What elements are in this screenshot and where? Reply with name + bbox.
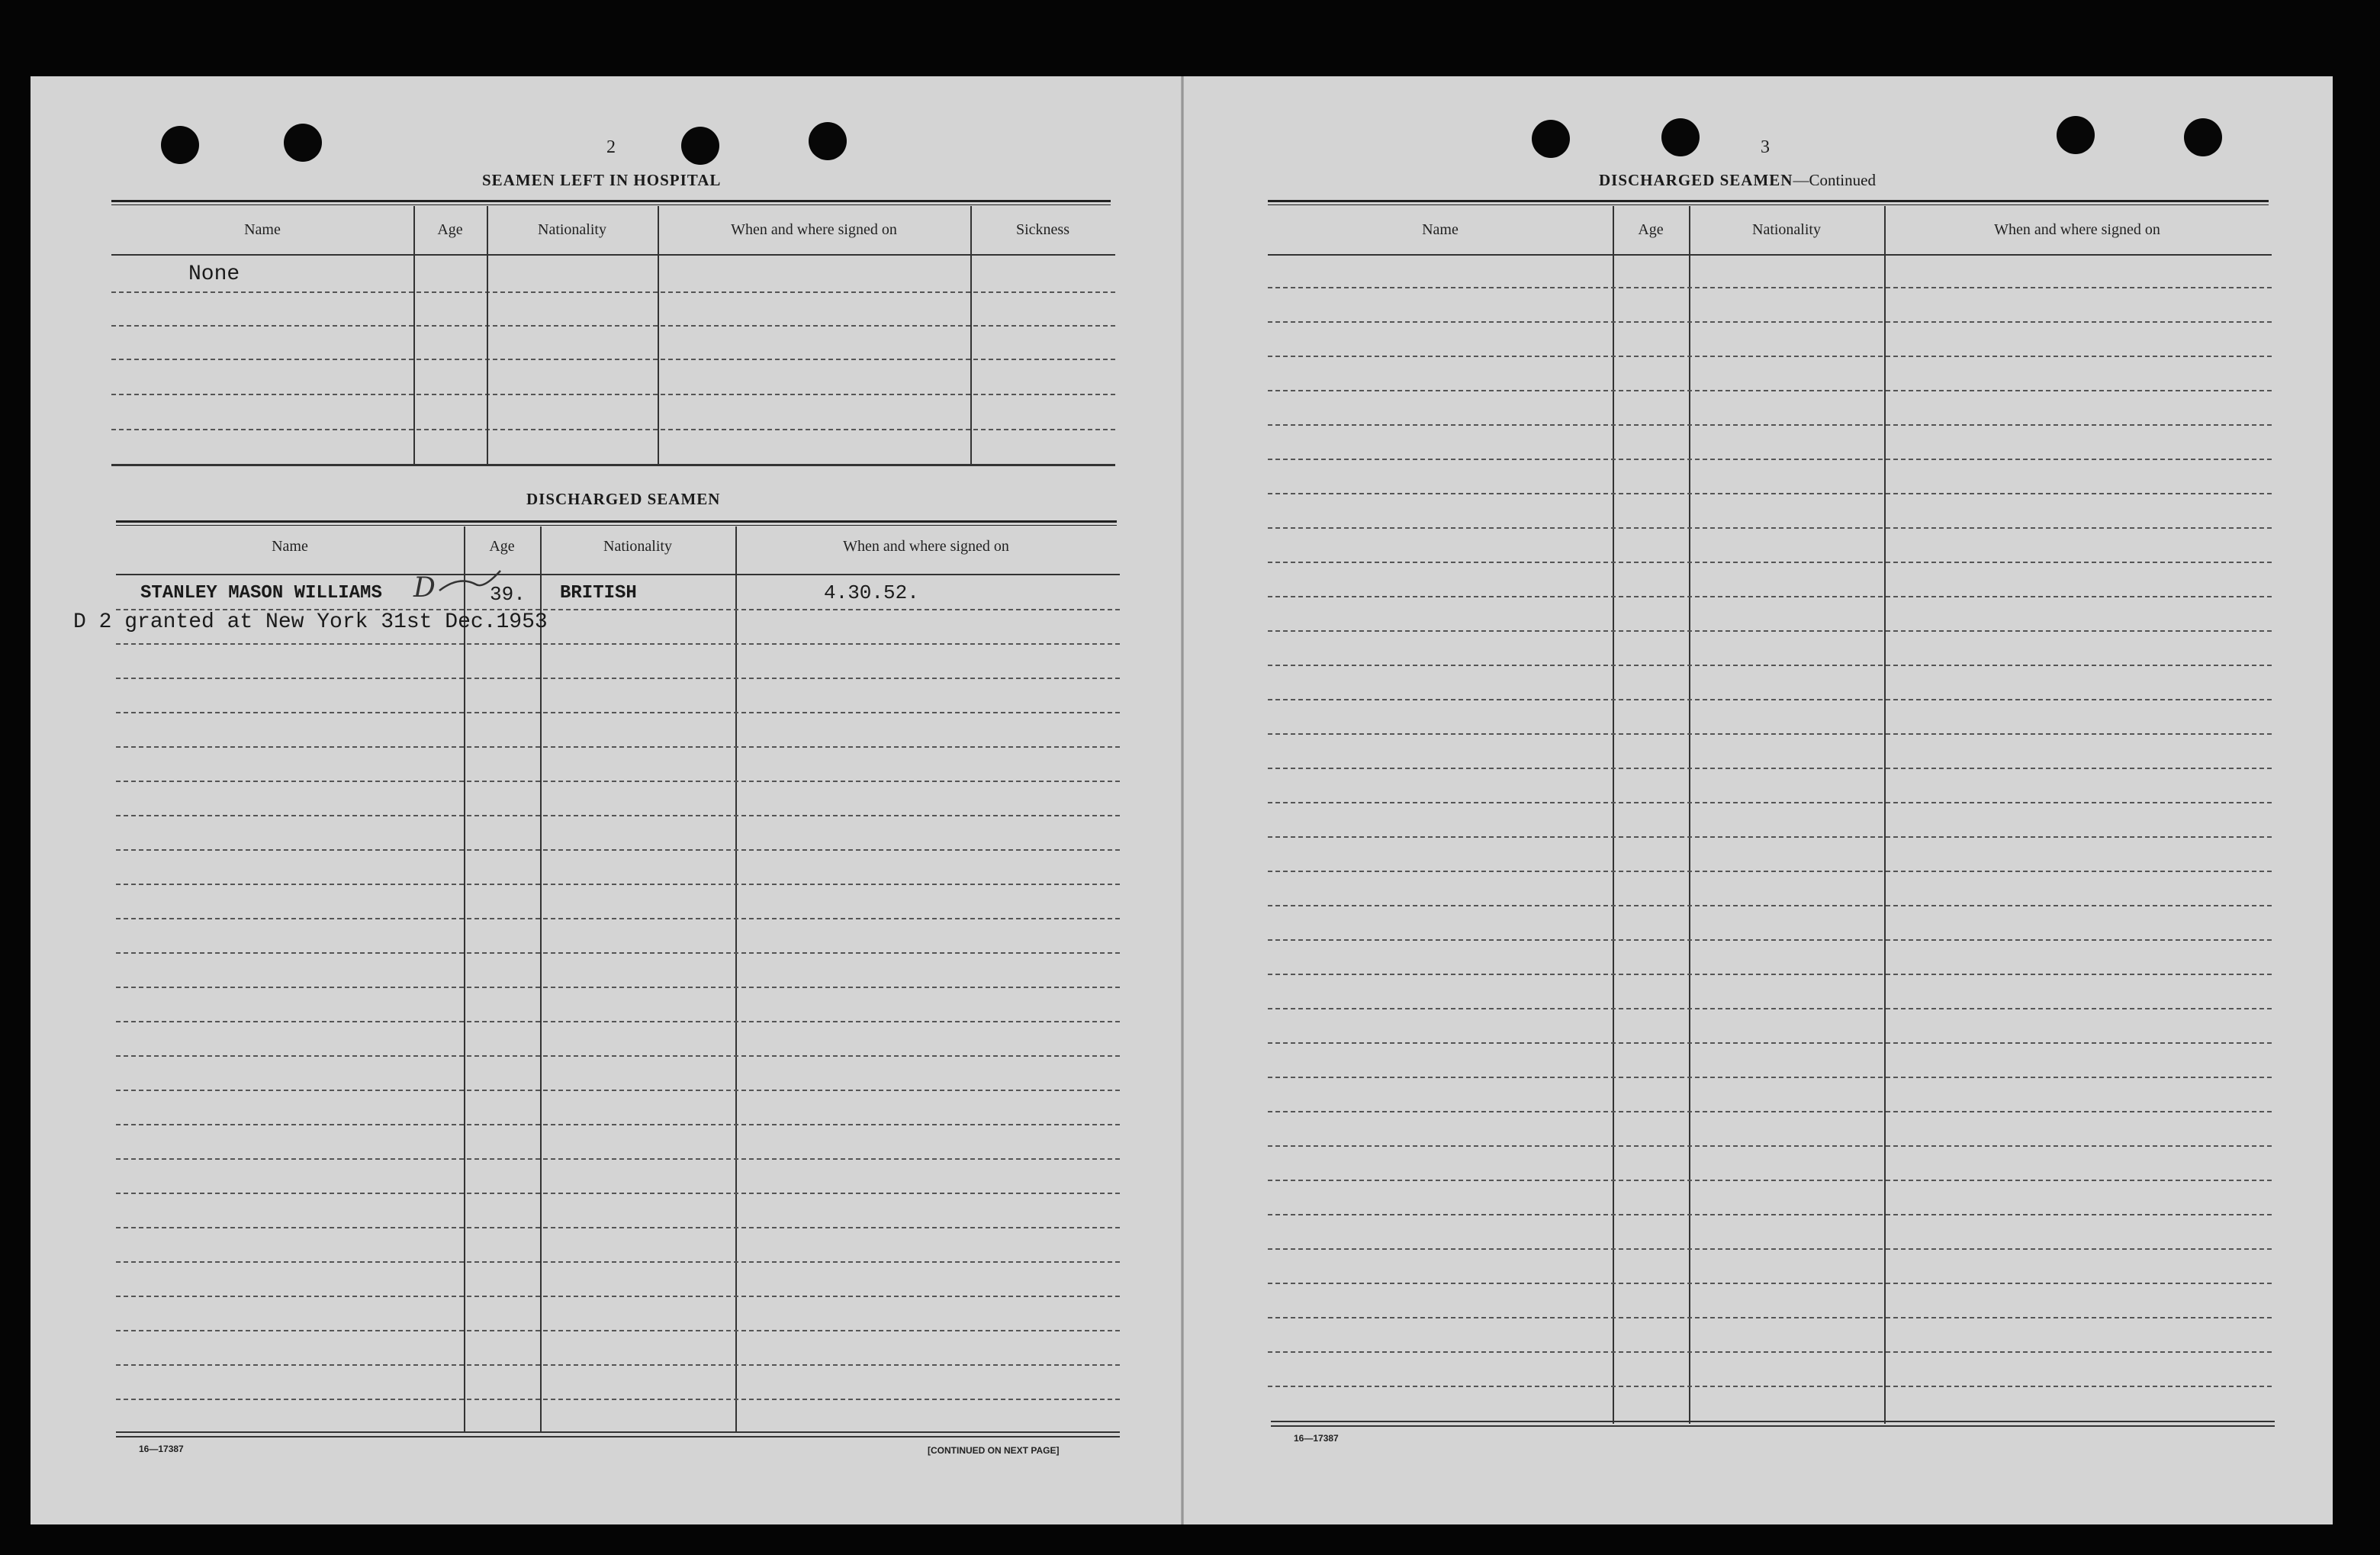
ruled-line (116, 918, 1120, 919)
ruled-line (116, 1330, 1120, 1331)
hospital-col-divider (970, 206, 972, 465)
ruled-line (1268, 1042, 2272, 1044)
ruled-line (1268, 836, 2272, 838)
ruled-line (116, 712, 1120, 713)
hospital-row-line (111, 394, 1115, 395)
hospital-header-rule (111, 254, 1115, 256)
right-col-name: Name (1422, 221, 1459, 238)
ruled-line (1268, 424, 2272, 426)
ruled-line (1268, 630, 2272, 632)
ruled-line (1268, 699, 2272, 700)
hospital-col-name: Name (244, 221, 281, 238)
hospital-col-age: Age (437, 221, 463, 238)
ruled-line (1268, 287, 2272, 288)
continued-note: [CONTINUED ON NEXT PAGE] (928, 1445, 1060, 1456)
ruled-line (116, 1261, 1120, 1263)
hospital-col-divider (658, 206, 659, 465)
hospital-section-title: SEAMEN LEFT IN HOSPITAL (482, 171, 722, 189)
ruled-line (1268, 974, 2272, 975)
ruled-line (1268, 1386, 2272, 1387)
right-col-signed-on: When and where signed on (1994, 221, 2160, 238)
seaman-age: 39. (490, 583, 526, 606)
discharged-col-nationality: Nationality (603, 538, 672, 555)
ruled-line (1268, 321, 2272, 323)
ruled-line (1268, 1077, 2272, 1078)
discharged-col-signed-on: When and where signed on (843, 538, 1009, 555)
ruled-line (116, 1124, 1120, 1125)
punch-hole (1661, 118, 1700, 156)
punch-hole (2184, 118, 2222, 156)
ruled-line (116, 1158, 1120, 1160)
discharged-bottom-rule (116, 1436, 1120, 1437)
ruled-line (116, 987, 1120, 988)
ruled-line (1268, 871, 2272, 872)
discharged-col-name: Name (272, 538, 308, 555)
right-header-rule (1268, 254, 2272, 256)
ruled-line (116, 815, 1120, 816)
hospital-col-sickness: Sickness (1016, 221, 1069, 238)
seaman-nationality: BRITISH (560, 583, 637, 604)
page-number: 3 (1761, 137, 1770, 157)
right-title-continued: —Continued (1793, 171, 1876, 189)
discharge-note: D 2 granted at New York 31st Dec.1953 (73, 610, 548, 634)
ruled-line (116, 1055, 1120, 1057)
ruled-line (1268, 802, 2272, 803)
ruled-line (116, 1227, 1120, 1228)
ruled-line (116, 1021, 1120, 1022)
right-bottom-rule (1271, 1421, 2275, 1422)
ruled-line (116, 1364, 1120, 1366)
ruled-line (1268, 1180, 2272, 1181)
form-number: 16—17387 (1294, 1433, 1339, 1444)
punch-hole (681, 127, 719, 165)
discharged-bottom-rule (116, 1431, 1120, 1433)
discharged-top-rule (116, 520, 1117, 526)
ruled-line (1268, 1214, 2272, 1215)
ruled-line (116, 1193, 1120, 1194)
ruled-line (1268, 905, 2272, 906)
punch-hole (161, 126, 199, 164)
handwritten-mark: D (413, 572, 436, 604)
page-fold (1181, 76, 1184, 1524)
ruled-line (116, 781, 1120, 782)
ruled-line (116, 1399, 1120, 1400)
ruled-line (1268, 390, 2272, 391)
right-col-age: Age (1638, 221, 1664, 238)
ruled-line (116, 643, 1120, 645)
ruled-line (1268, 1145, 2272, 1147)
ruled-line (1268, 596, 2272, 597)
ruled-line (1268, 1111, 2272, 1112)
ruled-line (116, 678, 1120, 679)
hospital-col-divider (413, 206, 415, 465)
hospital-col-signed-on: When and where signed on (731, 221, 897, 238)
ruled-line (1268, 939, 2272, 941)
ruled-line (1268, 356, 2272, 357)
ruled-line (1268, 1008, 2272, 1009)
ruled-line (1268, 1248, 2272, 1250)
form-number: 16—17387 (139, 1444, 184, 1454)
ruled-line (1268, 1351, 2272, 1353)
hospital-entry: None (188, 262, 240, 286)
hospital-row-line (111, 429, 1115, 430)
ruled-line (1268, 1317, 2272, 1318)
ruled-line (116, 849, 1120, 851)
right-title-main: DISCHARGED SEAMEN (1599, 171, 1793, 189)
ruled-line (1268, 527, 2272, 529)
ruled-line (1268, 768, 2272, 769)
right-col-divider (1689, 206, 1690, 1424)
punch-hole (809, 122, 847, 160)
ruled-line (116, 746, 1120, 748)
ruled-line (1268, 459, 2272, 460)
hospital-row-line (111, 325, 1115, 327)
right-top-rule (1268, 200, 2269, 205)
page-number: 2 (606, 137, 616, 157)
ruled-line (116, 1296, 1120, 1297)
ruled-line (1268, 493, 2272, 494)
ruled-line (116, 1090, 1120, 1091)
punch-hole (1532, 120, 1570, 158)
ruled-line (1268, 733, 2272, 735)
ruled-line (1268, 1283, 2272, 1284)
right-col-divider (1884, 206, 1886, 1424)
ruled-line (116, 884, 1120, 885)
seaman-signed-on: 4.30.52. (824, 581, 919, 604)
ruled-line (1268, 562, 2272, 563)
hospital-col-divider (487, 206, 488, 465)
right-bottom-rule (1271, 1425, 2275, 1427)
hospital-row-line (111, 291, 1115, 293)
right-col-nationality: Nationality (1752, 221, 1821, 238)
seaman-name: STANLEY MASON WILLIAMS (140, 583, 382, 604)
discharged-header-rule (116, 574, 1120, 575)
right-section-title (1599, 171, 1876, 190)
right-col-divider (1613, 206, 1614, 1424)
hospital-bottom-rule (111, 464, 1115, 466)
ruled-line (116, 952, 1120, 954)
hospital-top-rule (111, 200, 1111, 205)
discharged-col-age: Age (489, 538, 515, 555)
discharged-section-title: DISCHARGED SEAMEN (526, 490, 721, 508)
hospital-col-nationality: Nationality (538, 221, 606, 238)
punch-hole (2057, 116, 2095, 154)
punch-hole (284, 124, 322, 162)
ruled-line (1268, 665, 2272, 666)
hospital-row-line (111, 359, 1115, 360)
